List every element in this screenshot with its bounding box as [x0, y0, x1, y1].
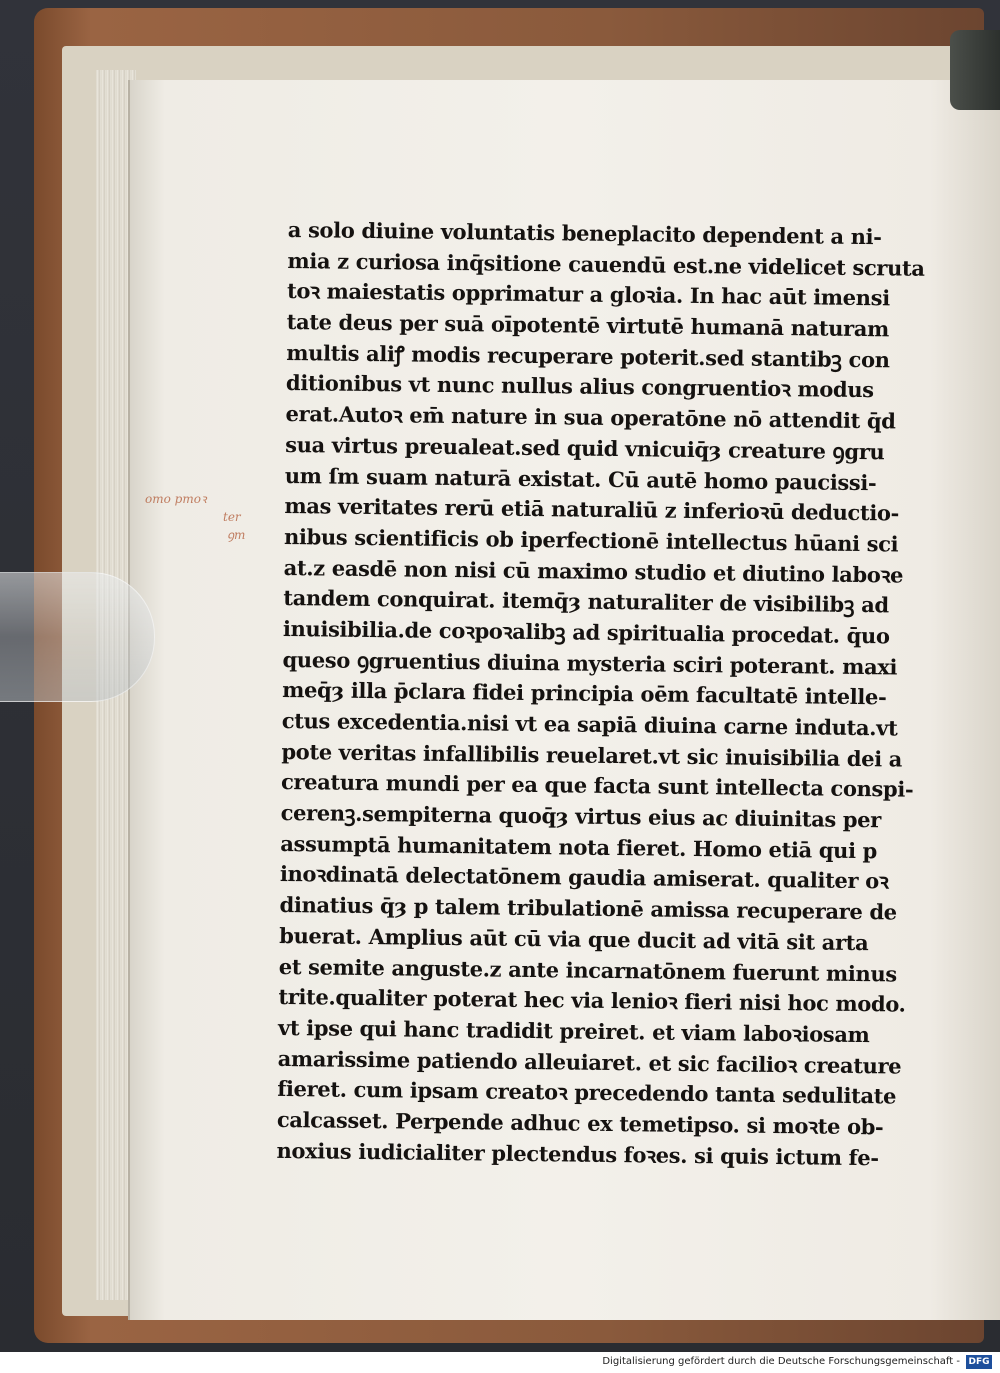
text-line: cerenꝫ.sempiterna quoq̄ȝ virtus eius ac diuinitas per: [280, 800, 882, 833]
footer-bar: [0, 1352, 1000, 1373]
text-line: mia z curiosa inq̄sitione cauendū est.ne videlicet scruta: [287, 247, 925, 281]
dfg-logo: DFG: [966, 1355, 992, 1369]
text-line: pote veritas infallibilis reuelaret.vt sic inuisibilia dei a: [281, 738, 903, 772]
text-line: vt ipse qui hanc tradidit preiret. et viam laboꝛiosam: [277, 1014, 870, 1048]
text-line: toꝛ maiestatis opprimatur a gloꝛia. In hac aūt imensi: [286, 278, 890, 311]
text-line: multis aliꝭ modis recuperare poterit.sed stantibꝫ con: [286, 339, 890, 373]
text-line: nibus scientificis ob iperfectionē intellectus hūani sci: [283, 523, 899, 557]
text-line: calcasset. Perpende adhuc ex temetipso. si moꝛte ob-: [276, 1106, 884, 1140]
text-line: mas veritates rerū etiā naturaliū z inferioꝛū deductio-: [284, 493, 900, 526]
text-line: meq̄ȝ illa p̄clara fidei principia oēm facultatē intelle-: [282, 677, 887, 710]
handwritten-marginalia: [145, 490, 265, 544]
text-line: noxius iudicialiter plectendus foꝛes. si quis ictum fe-: [276, 1137, 879, 1170]
printed-text-block: [276, 215, 928, 1174]
text-line: creatura mundi per ea que facta sunt intellecta conspi-: [280, 769, 914, 803]
text-line: dinatius q̄ȝ p talem tribulationē amissa recuperare de: [279, 892, 897, 925]
text-line: sua virtus preualeat.sed quid vnicuiq̄ȝ creature ꝯgru: [285, 431, 885, 465]
text-line: et semite anguste.z ante incarnatōnem fuerunt minus: [278, 953, 897, 986]
text-line: trite.qualiter poterat hec via lenioꝛ fieri nisi hoc modo.: [278, 984, 906, 1017]
text-line: ditionibus vt nunc nullus alius congruentioꝛ modus: [285, 370, 874, 403]
text-line: buerat. Amplius aūt cū via que ducit ad vitā sit arta: [279, 922, 869, 955]
text-line: a solo diuine voluntatis beneplacito dependent a ni-: [287, 216, 882, 250]
marginalia-line: omo pmoꝛ: [145, 492, 207, 506]
text-line: queso ꝯgruentius diuina mysteria sciri poterant. maxi: [282, 646, 898, 680]
funding-credit: Digitalisierung gefördert durch die Deutsche Forschungsgemeinschaft -: [602, 1356, 960, 1367]
text-line: erat.Autoꝛ em̄ nature in sua operatōne nō attendit q̄d: [285, 401, 896, 434]
text-line: tate deus per suā oīpotentē virtutē humanā naturam: [286, 309, 890, 342]
marginalia-line: ꝯm: [227, 528, 246, 542]
text-line: tandem conquirat. itemq̄ȝ naturaliter de visibilibꝫ ad: [283, 585, 889, 618]
text-line: amarissime patiendo alleuiaret. et sic facilioꝛ creature: [277, 1045, 902, 1079]
text-line: at.z easdē non nisi cū maximo studio et diutino laboꝛe: [283, 554, 904, 588]
page-holder-clip: [0, 572, 155, 702]
text-line: fieret. cum ipsam creatoꝛ precedendo tanta sedulitate: [277, 1076, 897, 1109]
clasp-strap: [950, 30, 1000, 110]
text-line: um ſm suam naturā existat. Cū autē homo paucissi-: [284, 462, 877, 495]
text-line: inuisibilia.de coꝛpoꝛalibꝫ ad spiritualia procedat. q̄uo: [282, 615, 890, 649]
marginalia-line: ter: [223, 510, 241, 524]
text-line: ctus excedentia.nisi vt ea sapiā diuina carne induta.vt: [281, 707, 898, 741]
text-line: assumptā humanitatem nota fieret. Homo etiā qui p: [280, 830, 878, 863]
text-line: inoꝛdinatā delectatōnem gaudia amiserat. qualiter oꝛ: [279, 861, 889, 894]
